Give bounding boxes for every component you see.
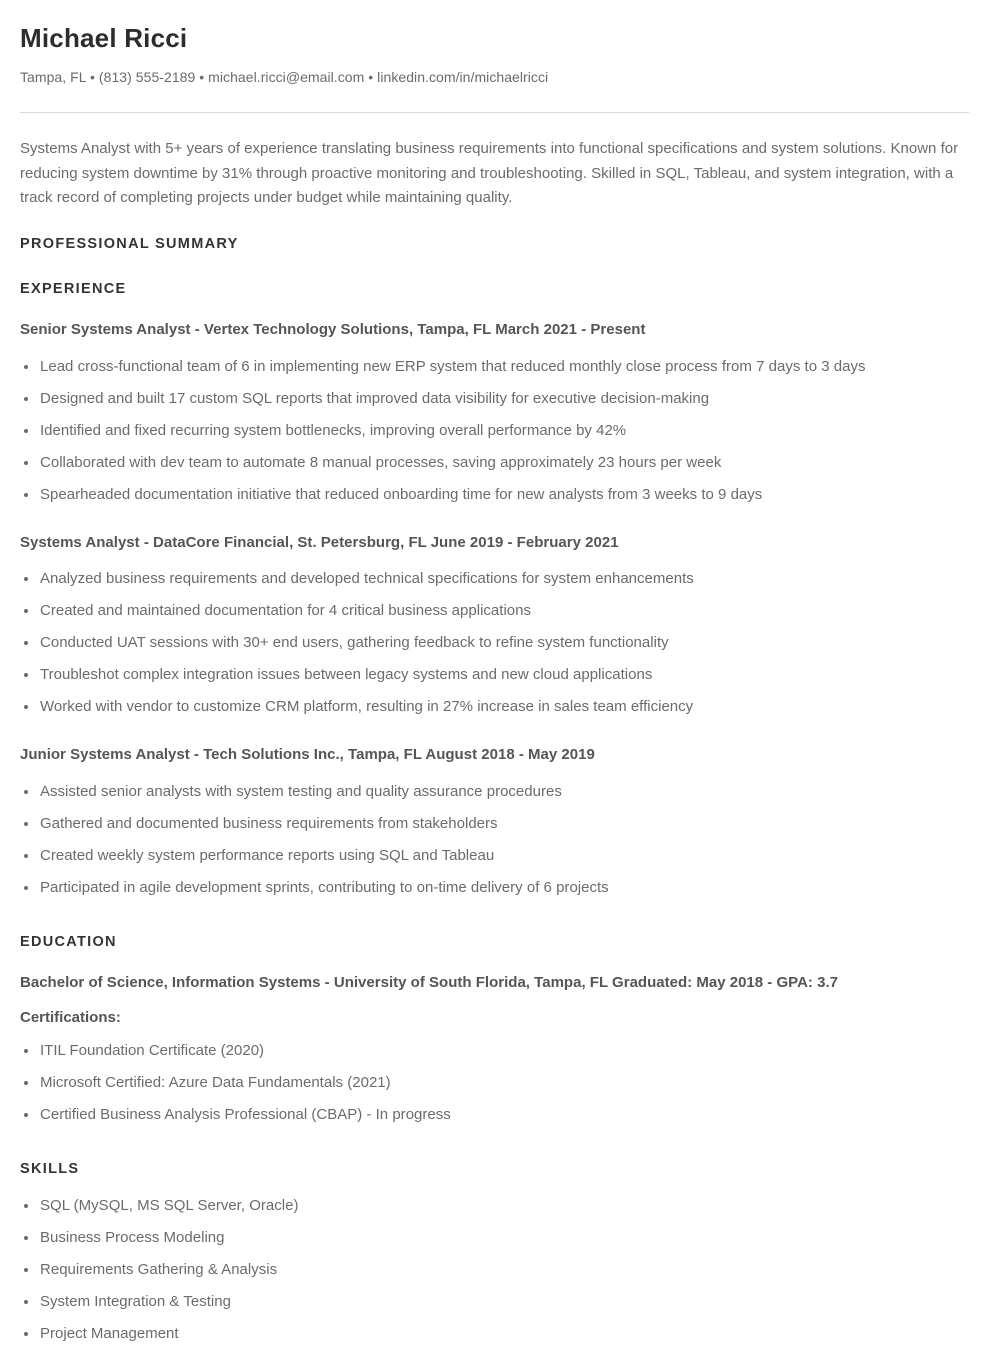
section-heading-professional-summary: PROFESSIONAL SUMMARY bbox=[20, 235, 239, 252]
list-item: Worked with vendor to customize CRM platform, resulting in 27% increase in sales team efficiency bbox=[20, 691, 969, 723]
list-item: Microsoft Certified: Azure Data Fundamentals (2021) bbox=[20, 1067, 969, 1099]
job-bullet-list bbox=[20, 340, 969, 511]
job-title: Senior Systems Analyst - Vertex Technology Solutions, Tampa, FL March 2021 - Present bbox=[20, 321, 646, 339]
list-item: Requirements Gathering & Analysis bbox=[20, 1254, 969, 1286]
list-item: SQL (MySQL, MS SQL Server, Oracle) bbox=[20, 1190, 969, 1222]
list-item: Troubleshot complex integration issues between legacy systems and new cloud applications bbox=[20, 659, 969, 691]
certifications-list bbox=[20, 1027, 969, 1131]
list-item: Analyzed business requirements and developed technical specifications for system enhancements bbox=[20, 563, 969, 595]
list-item: Business Process Modeling bbox=[20, 1222, 969, 1254]
job-bullet-list bbox=[20, 552, 969, 723]
list-item: Lead cross-functional team of 6 in implementing new ERP system that reduced monthly close process from 7 days to 3 days bbox=[20, 351, 969, 383]
job-title: Junior Systems Analyst - Tech Solutions Inc., Tampa, FL August 2018 - May 2019 bbox=[20, 746, 595, 764]
job-bullet-list bbox=[20, 765, 969, 904]
list-item: Created and maintained documentation for 4 critical business applications bbox=[20, 595, 969, 627]
contact-line: Tampa, FL • (813) 555-2189 • michael.ricci@email.com • linkedin.com/in/michaelricci bbox=[20, 68, 549, 85]
section-heading-education: EDUCATION bbox=[20, 933, 117, 950]
skills-list bbox=[20, 1179, 969, 1350]
list-item: Identified and fixed recurring system bottlenecks, improving overall performance by 42% bbox=[20, 415, 969, 447]
section-heading-experience: EXPERIENCE bbox=[20, 280, 127, 297]
list-item: Created weekly system performance reports using SQL and Tableau bbox=[20, 840, 969, 872]
list-item: Certified Business Analysis Professional (CBAP) - In progress bbox=[20, 1099, 969, 1131]
section-heading-skills: SKILLS bbox=[20, 1161, 80, 1178]
list-item: System Integration & Testing bbox=[20, 1286, 969, 1318]
list-item: Collaborated with dev team to automate 8 manual processes, saving approximately 23 hours per week bbox=[20, 447, 969, 479]
list-item: Gathered and documented business requirements from stakeholders bbox=[20, 808, 969, 840]
list-item: Participated in agile development sprints, contributing to on-time delivery of 6 projects bbox=[20, 872, 969, 904]
summary-paragraph: Systems Analyst with 5+ years of experience translating business requirements into functional specifications and system solutions. Known for reducing system downtime by 31% through proactive monitoring and troubleshooting. Skilled in SQL, Tableau, and system integration, with a track record of completing projects under budget while maintaining quality. bbox=[20, 140, 959, 207]
job-title: Systems Analyst - DataCore Financial, St. Petersburg, FL June 2019 - February 2021 bbox=[20, 533, 619, 551]
certifications-label: Certifications: bbox=[20, 1008, 121, 1026]
list-item: Assisted senior analysts with system testing and quality assurance procedures bbox=[20, 776, 969, 808]
list-item: Project Management bbox=[20, 1318, 969, 1350]
list-item: ITIL Foundation Certificate (2020) bbox=[20, 1035, 969, 1067]
header-divider bbox=[20, 112, 969, 113]
list-item: Conducted UAT sessions with 30+ end users, gathering feedback to refine system functionality bbox=[20, 627, 969, 659]
page-title: Michael Ricci bbox=[20, 23, 188, 53]
list-item: Spearheaded documentation initiative that reduced onboarding time for new analysts from 3 weeks to 9 days bbox=[20, 479, 969, 511]
list-item: Designed and built 17 custom SQL reports that improved data visibility for executive decision-making bbox=[20, 383, 969, 415]
education-degree: Bachelor of Science, Information Systems - University of South Florida, Tampa, FL Graduated: May 2018 - GPA: 3.7 bbox=[20, 974, 838, 992]
